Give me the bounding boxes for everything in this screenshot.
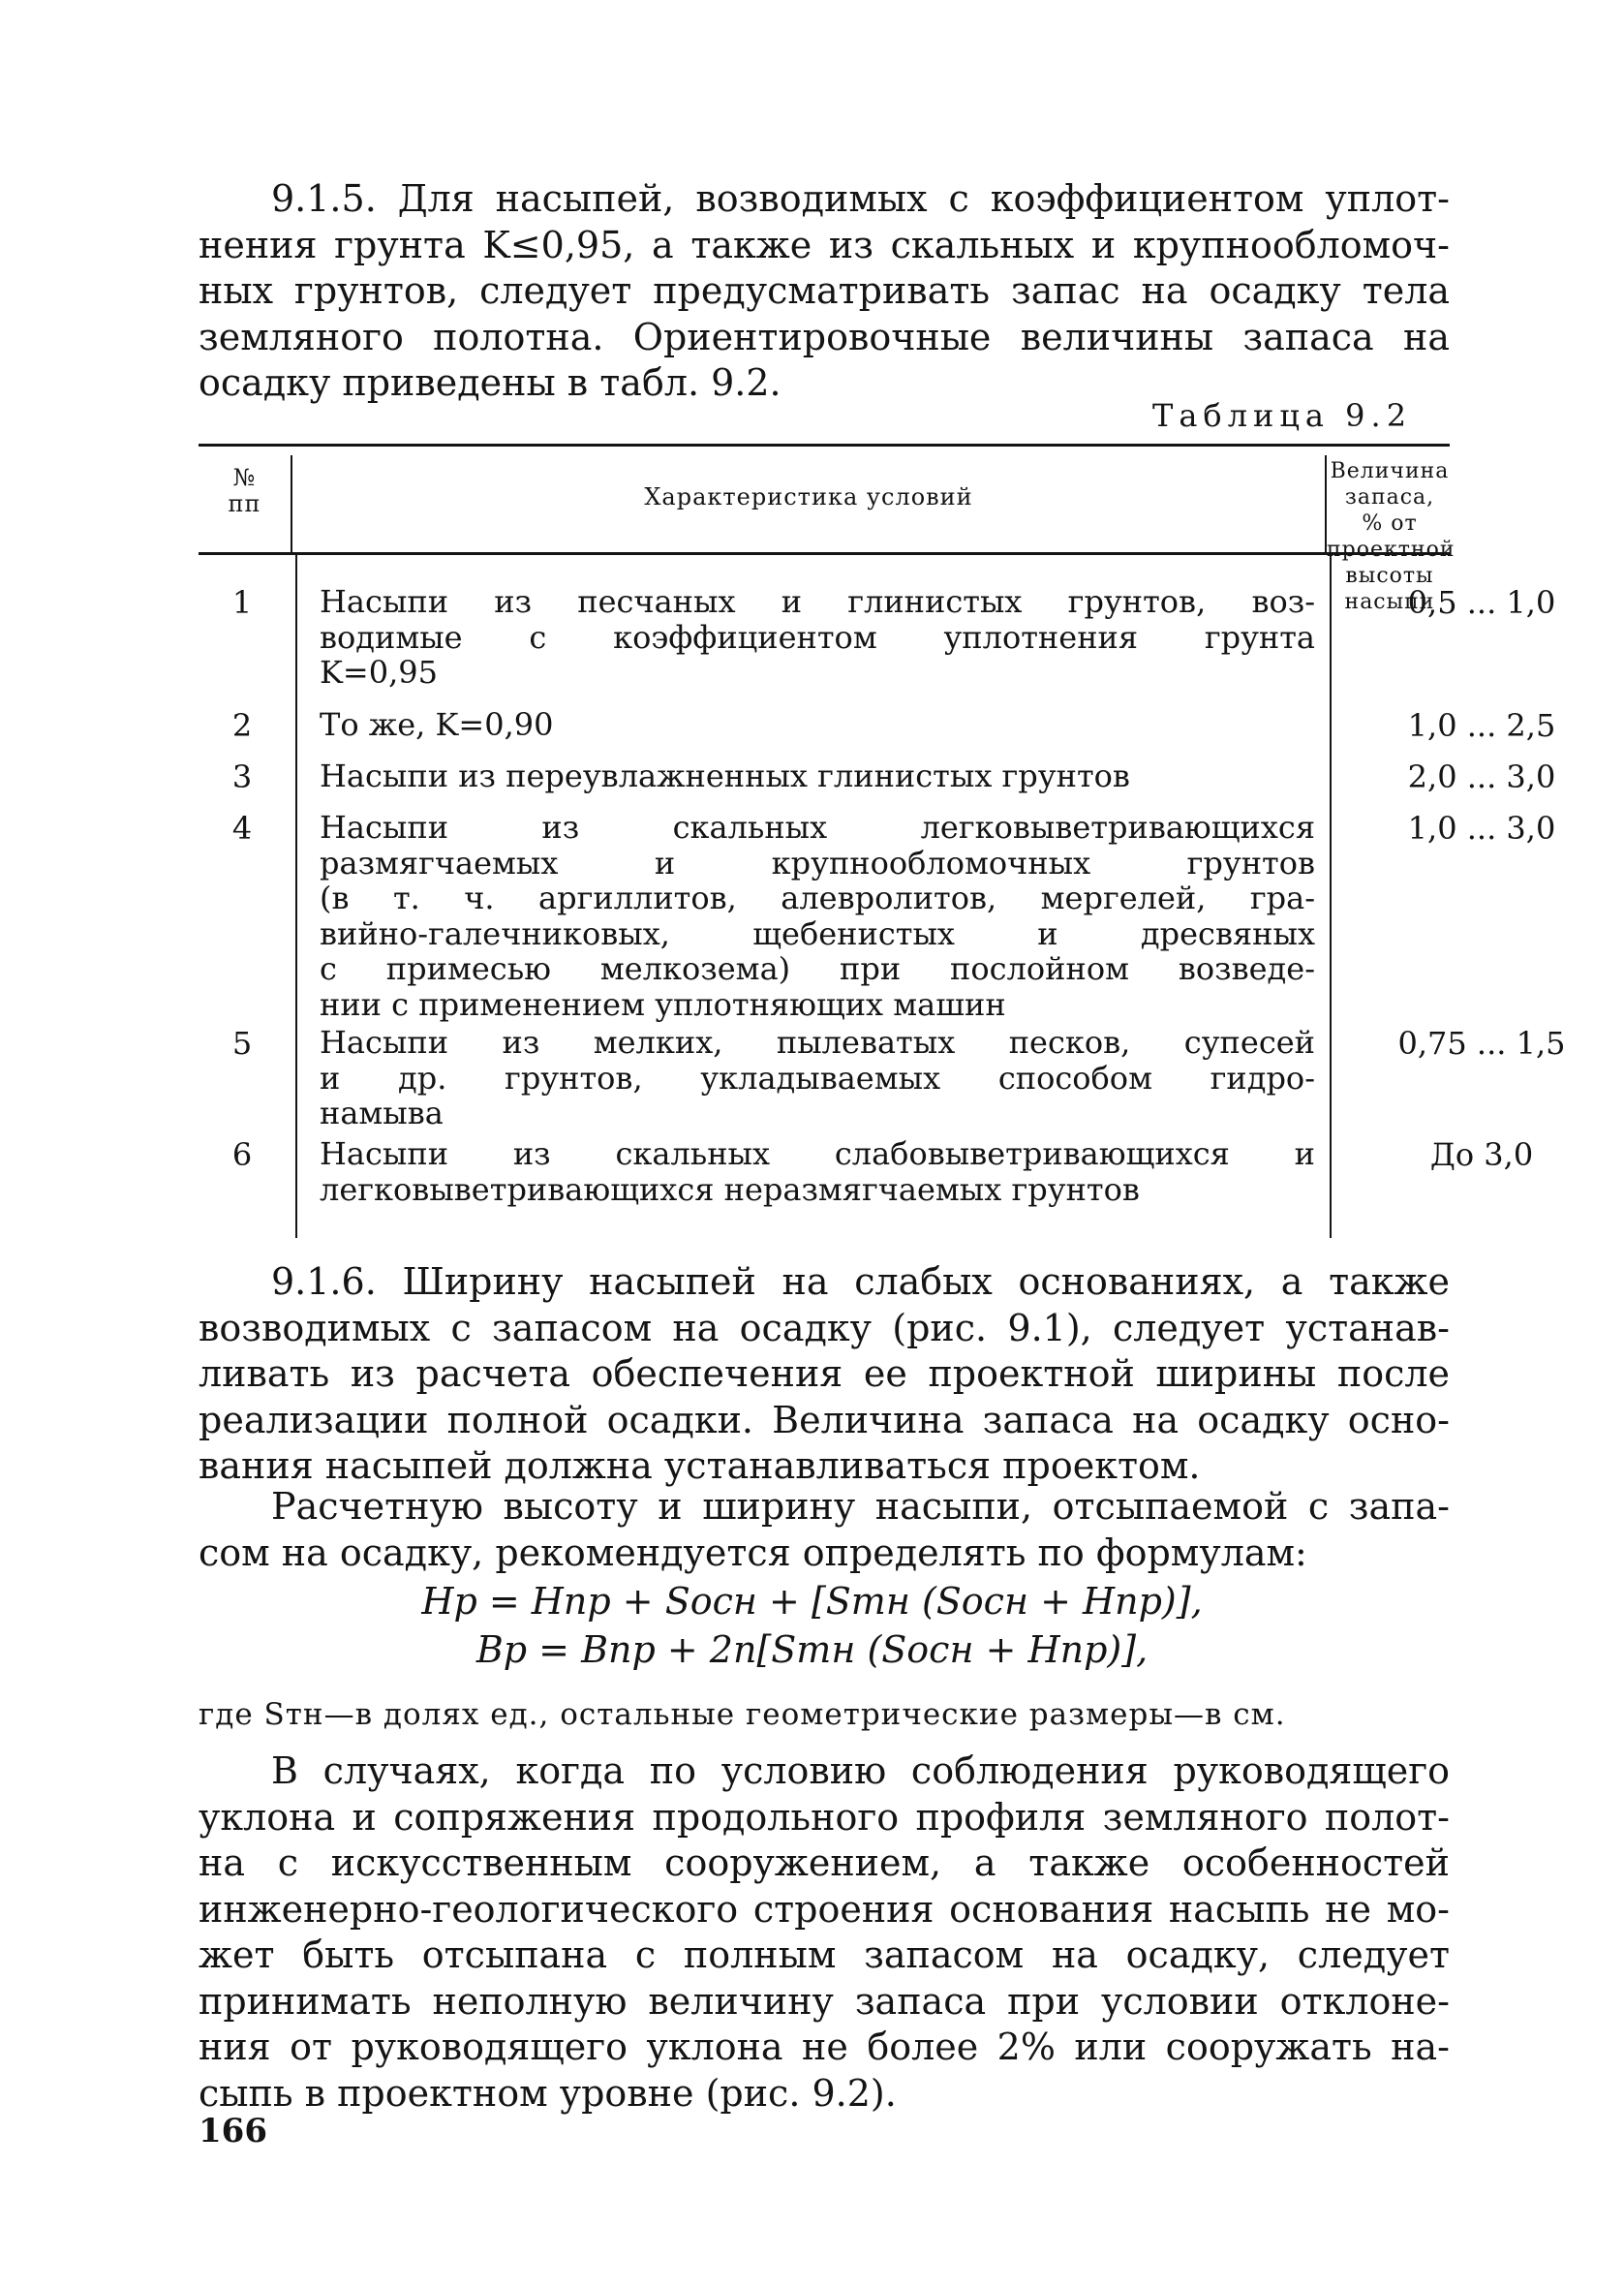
text-line: размягчаемых и крупнообломочных грунтов <box>320 844 1315 882</box>
text-line: ливать из расчета обеспечения ее проектной ширины после <box>199 1352 1450 1395</box>
text-line: инженерно-геологического строения основания насыпь не мо- <box>199 1887 1450 1931</box>
text-line: на с искусственным сооружением, а также особенностей <box>199 1841 1450 1884</box>
header-desc: Характеристика условий <box>644 483 973 510</box>
row-value: 0,75 ... 1,5 <box>1397 1025 1566 1062</box>
row-description <box>320 758 1315 794</box>
text-line: K=0,95 <box>320 654 438 691</box>
text-line: Расчетную высоту и ширину насыпи, отсыпаемой с запа- <box>271 1485 1450 1528</box>
row-description <box>320 1025 1315 1131</box>
header-val-line: Величина запаса, <box>1330 459 1450 510</box>
header-num <box>199 465 291 517</box>
text-line: Насыпи из скальных слабовыветривающихся и <box>320 1135 1315 1172</box>
text-line: намыва <box>320 1095 444 1131</box>
text-line: нения грунта K≤0,95, а также из скальных и крупнообломоч- <box>199 223 1450 266</box>
text-line: возводимых с запасом на осадку (рис. 9.1), следует устанав- <box>199 1306 1450 1349</box>
text-line: уклона и сопряжения продольного профиля земляного полот- <box>199 1795 1450 1839</box>
text-line: вания насыпей должна устанавливаться проектом. <box>199 1444 1201 1487</box>
row-value: 1,0 ... 2,5 <box>1407 707 1556 744</box>
text-line: легковыветривающихся неразмягчаемых грунтов <box>320 1170 1140 1208</box>
table-divider <box>1330 555 1332 1238</box>
row-number: 2 <box>231 707 253 744</box>
table-9-2 <box>199 444 1566 1238</box>
text-line: Насыпи из переувлажненных глинистых грунтов <box>320 758 1130 794</box>
header-num-line: № <box>232 464 257 491</box>
table-divider <box>291 455 292 552</box>
text-line: земляного полотна. Ориентировочные величины запаса на <box>199 315 1450 358</box>
paragraph-closing <box>199 1748 1450 2117</box>
text-line: сыпь в проектном уровне (рис. 9.2). <box>199 2071 897 2115</box>
text-line: принимать неполную величину запаса при условии отклоне- <box>199 1979 1450 2023</box>
row-number: 5 <box>231 1025 253 1062</box>
paragraph-9-1-6 <box>199 1259 1450 1490</box>
text-line: нии с применением уплотняющих машин <box>320 985 1006 1023</box>
table-top-rule <box>199 444 1450 447</box>
formula-width: Bр = Bпр + 2n[Sтн (Sосн + Hпр)], <box>475 1628 1149 1671</box>
text-line: осадку приведены в табл. 9.2. <box>199 361 781 404</box>
text-line: жет быть отсыпана с полным запасом на осадку, следует <box>199 1933 1450 1976</box>
text-line: сом на осадку, рекомендуется определять по формулам: <box>199 1531 1307 1574</box>
text-line: и др. грунтов, укладываемых способом гидро- <box>320 1059 1315 1097</box>
table-divider <box>295 555 297 1238</box>
paragraph-9-1-5 <box>199 176 1450 407</box>
text-line: 9.1.5. Для насыпей, возводимых с коэффициентом уплот- <box>271 177 1450 220</box>
text-line: (в т. ч. аргиллитов, алевролитов, мергелей, гра- <box>320 880 1315 916</box>
row-description <box>320 1136 1315 1207</box>
row-number: 4 <box>231 810 253 847</box>
paragraph-formula-intro <box>199 1484 1450 1576</box>
row-number: 6 <box>231 1136 253 1173</box>
text-line: с примесью мелкозема) при послойном возведе- <box>320 950 1315 987</box>
row-description <box>320 584 1315 691</box>
row-value: 1,0 ... 3,0 <box>1407 810 1556 847</box>
text-line: Насыпи из мелких, пылеватых песков, супесей <box>320 1024 1315 1061</box>
header-val-line: высоты насыпи <box>1344 564 1435 614</box>
text-line: То же, K=0,90 <box>320 706 554 743</box>
text-line: Насыпи из песчаных и глинистых грунтов, воз- <box>320 583 1315 620</box>
text-line: В случаях, когда по условию соблюдения руководящего <box>271 1749 1450 1792</box>
header-num-line: пп <box>228 490 261 517</box>
row-value: До 3,0 <box>1429 1136 1534 1173</box>
row-number: 3 <box>231 758 253 795</box>
formula-height: Hр = Hпр + Sосн + [Sтн (Sосн + Hпр)], <box>421 1580 1203 1623</box>
text-line: реализации полной осадки. Величина запаса на осадку осно- <box>199 1398 1450 1441</box>
text-line: вийно-галечниковых, щебенистых и дресвяных <box>320 914 1315 952</box>
header-val-line: % от проектной <box>1327 511 1455 562</box>
row-description <box>320 810 1315 1022</box>
row-value: 2,0 ... 3,0 <box>1407 758 1556 795</box>
row-value: 0,5 ... 1,0 <box>1407 584 1556 621</box>
text-line: ных грунтов, следует предусматривать запас на осадку тела <box>199 269 1450 312</box>
text-line: ния от руководящего уклона не более 2% или сооружать на- <box>199 2026 1450 2068</box>
table-caption: Таблица 9.2 <box>1152 397 1413 434</box>
table-header-rule <box>199 552 1450 555</box>
formula-note: где Sтн—в долях ед., остальные геометрические размеры—в см. <box>199 1697 1286 1732</box>
row-number: 1 <box>231 584 253 621</box>
text-line: водимые с коэффициентом уплотнения грунта <box>320 618 1315 656</box>
page-number: 166 <box>199 2112 267 2150</box>
text-line: Насыпи из скальных легковыветривающихся <box>320 809 1315 846</box>
text-line: 9.1.6. Ширину насыпей на слабых основаниях, а также <box>271 1260 1450 1303</box>
row-description <box>320 707 1315 743</box>
